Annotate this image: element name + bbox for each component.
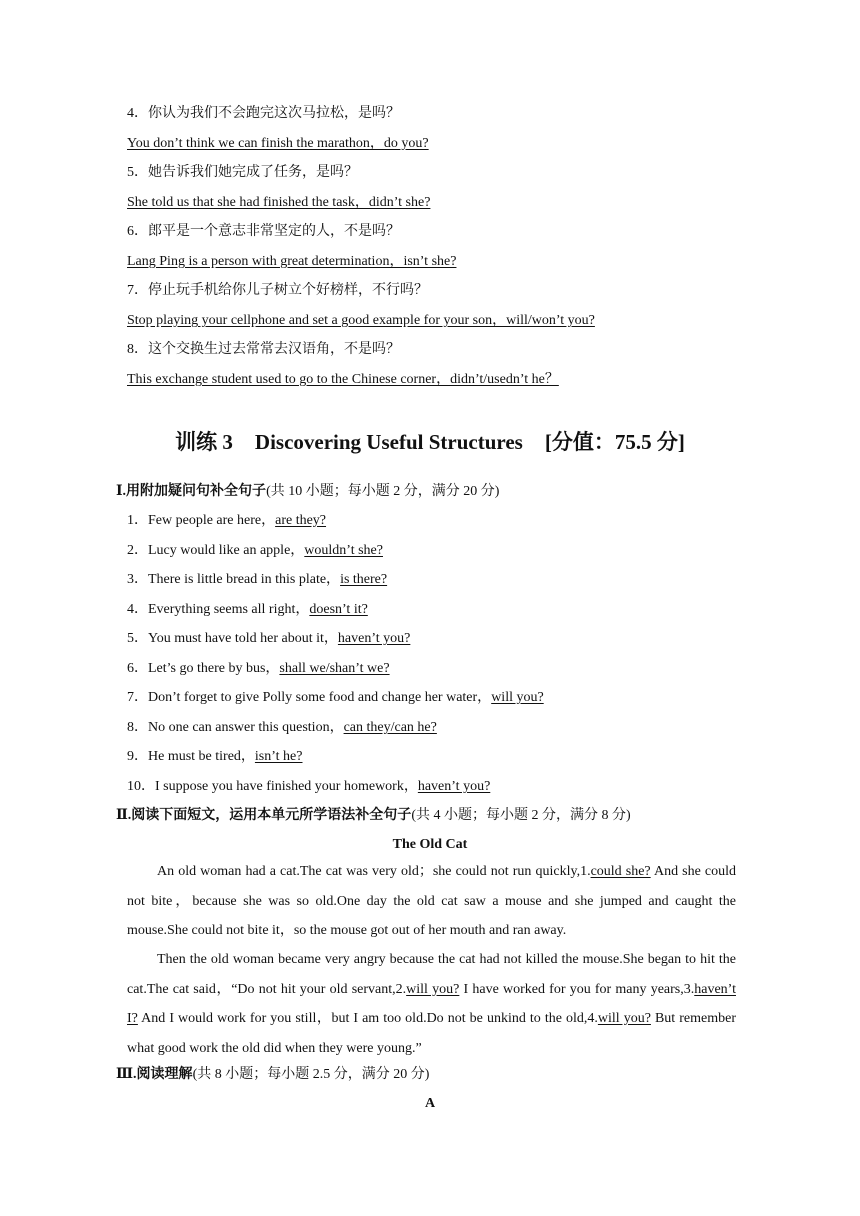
question-7-cn: 7．停止玩手机给你儿子树立个好榜样，不行吗？ [127,283,428,298]
section-2-label: Ⅱ.阅读下面短文，运用本单元所学语法补全句子 [116,808,412,823]
question-8-cn: 8．这个交换生过去常常去汉语角，不是吗？ [127,342,400,357]
section-3-header [116,1065,429,1085]
p2-text-3: And I would work for you still，but I am too old.Do not be unkind to the old,4. [137,1011,598,1026]
answer-8: This exchange student used to go to the Chinese corner，didn’t/usedn’t he？ [127,372,559,387]
s1-q7: 7．Don’t forget to give Polly some food and change her water， [127,690,492,705]
blank-2-answer: will you? [406,981,460,997]
s1-item-4 [127,600,368,620]
s1-a6: shall we/shan’t we? [279,661,390,676]
s1-q2: 2．Lucy would like an apple， [127,543,305,558]
s1-q10: 10．I suppose you have finished your homework， [127,779,418,794]
s1-item-5 [127,629,410,649]
s1-a4: doesn’t it? [309,602,368,617]
question-4-cn: 4．你认为我们不会跑完这次马拉松，是吗？ [127,106,400,121]
blank-1-answer: could she? [590,864,651,879]
section-1-note: (共 10 小题；每小题 2 分，满分 20 分) [266,484,500,499]
story-paragraph-2 [127,945,736,1063]
s1-item-8 [127,718,437,738]
answer-5: She told us that she had finished the task，didn’t she? [127,195,431,210]
section-1-header [116,482,499,502]
section-1-label: Ⅰ.用附加疑问句补全句子 [116,484,267,499]
s1-a9: isn’t he? [254,749,303,764]
story-title: The Old Cat [392,837,468,852]
s1-item-1 [127,511,326,531]
p1-text-2: And she could not bite，because she was so old.One day the old cat saw a mouse and she jumped and caught the mouse.She could not bite it，so the mouse got out of her mouth and ran away. [127,864,737,938]
s1-q5: 5．You must have told her about it， [127,631,338,646]
heading-number: 训练 3 [175,430,233,454]
p2-text-2: I have worked for you for many years,3. [459,981,695,997]
story-paragraph-1 [127,857,736,946]
s1-item-9 [127,747,303,767]
s1-q8: 8．No one can answer this question， [127,720,344,735]
s1-q4: 4．Everything seems all right， [127,602,310,617]
s1-a5: haven’t you? [337,631,411,646]
section-2-header [116,806,631,826]
s1-a10: haven’t you? [417,779,491,794]
question-6-cn: 6．郎平是一个意志非常坚定的人，不是吗？ [127,224,400,239]
s1-a2: wouldn’t she? [304,543,383,558]
p1-text-1: An old woman had a cat.The cat was very old；she could not run quickly,1. [157,864,591,879]
s1-q6: 6．Let’s go there by bus， [127,661,280,676]
blank-3-answer: haven’t I? [127,981,736,1026]
p2-text-4: But remember what good work the old did when they were young.” [127,1011,736,1056]
s1-item-6 [127,659,390,679]
s1-item-7 [127,688,544,708]
s1-item-3 [127,570,387,590]
s1-item-2 [127,541,383,561]
s1-q1: 1．Few people are here， [127,513,276,528]
s1-a3: is there? [340,572,388,587]
answer-6: Lang Ping is a person with great determination，isn’t she? [127,254,457,269]
section-3-label: Ⅲ.阅读理解 [116,1067,193,1082]
section-3-note: (共 8 小题；每小题 2.5 分，满分 20 分) [192,1067,430,1082]
heading-title: Discovering Useful Structures [254,430,523,454]
p2-text-1: Then the old woman became very angry because the cat had not killed the mouse.She began to hit the cat.The cat said，“Do not hit your old servant,2. [127,952,736,997]
blank-4-answer: will you? [597,1011,651,1026]
page-heading [0,428,860,456]
s1-q3: 3．There is little bread in this plate， [127,572,341,587]
s1-a8: can they/can he? [343,720,437,735]
s1-q9: 9．He must be tired， [127,749,255,764]
s1-item-10 [127,777,490,797]
section-2-note: (共 4 小题；每小题 2 分，满分 8 分) [411,808,631,823]
heading-score: [分值：75.5 分] [544,430,685,454]
passage-label: A [424,1096,436,1111]
answer-4: You don’t think we can finish the marathon，do you? [127,136,429,151]
s1-a1: are they? [275,513,327,528]
answer-7: Stop playing your cellphone and set a good example for your son，will/won’t you? [127,313,595,328]
question-5-cn: 5．她告诉我们她完成了任务，是吗？ [127,165,358,180]
s1-a7: will you? [491,690,544,705]
